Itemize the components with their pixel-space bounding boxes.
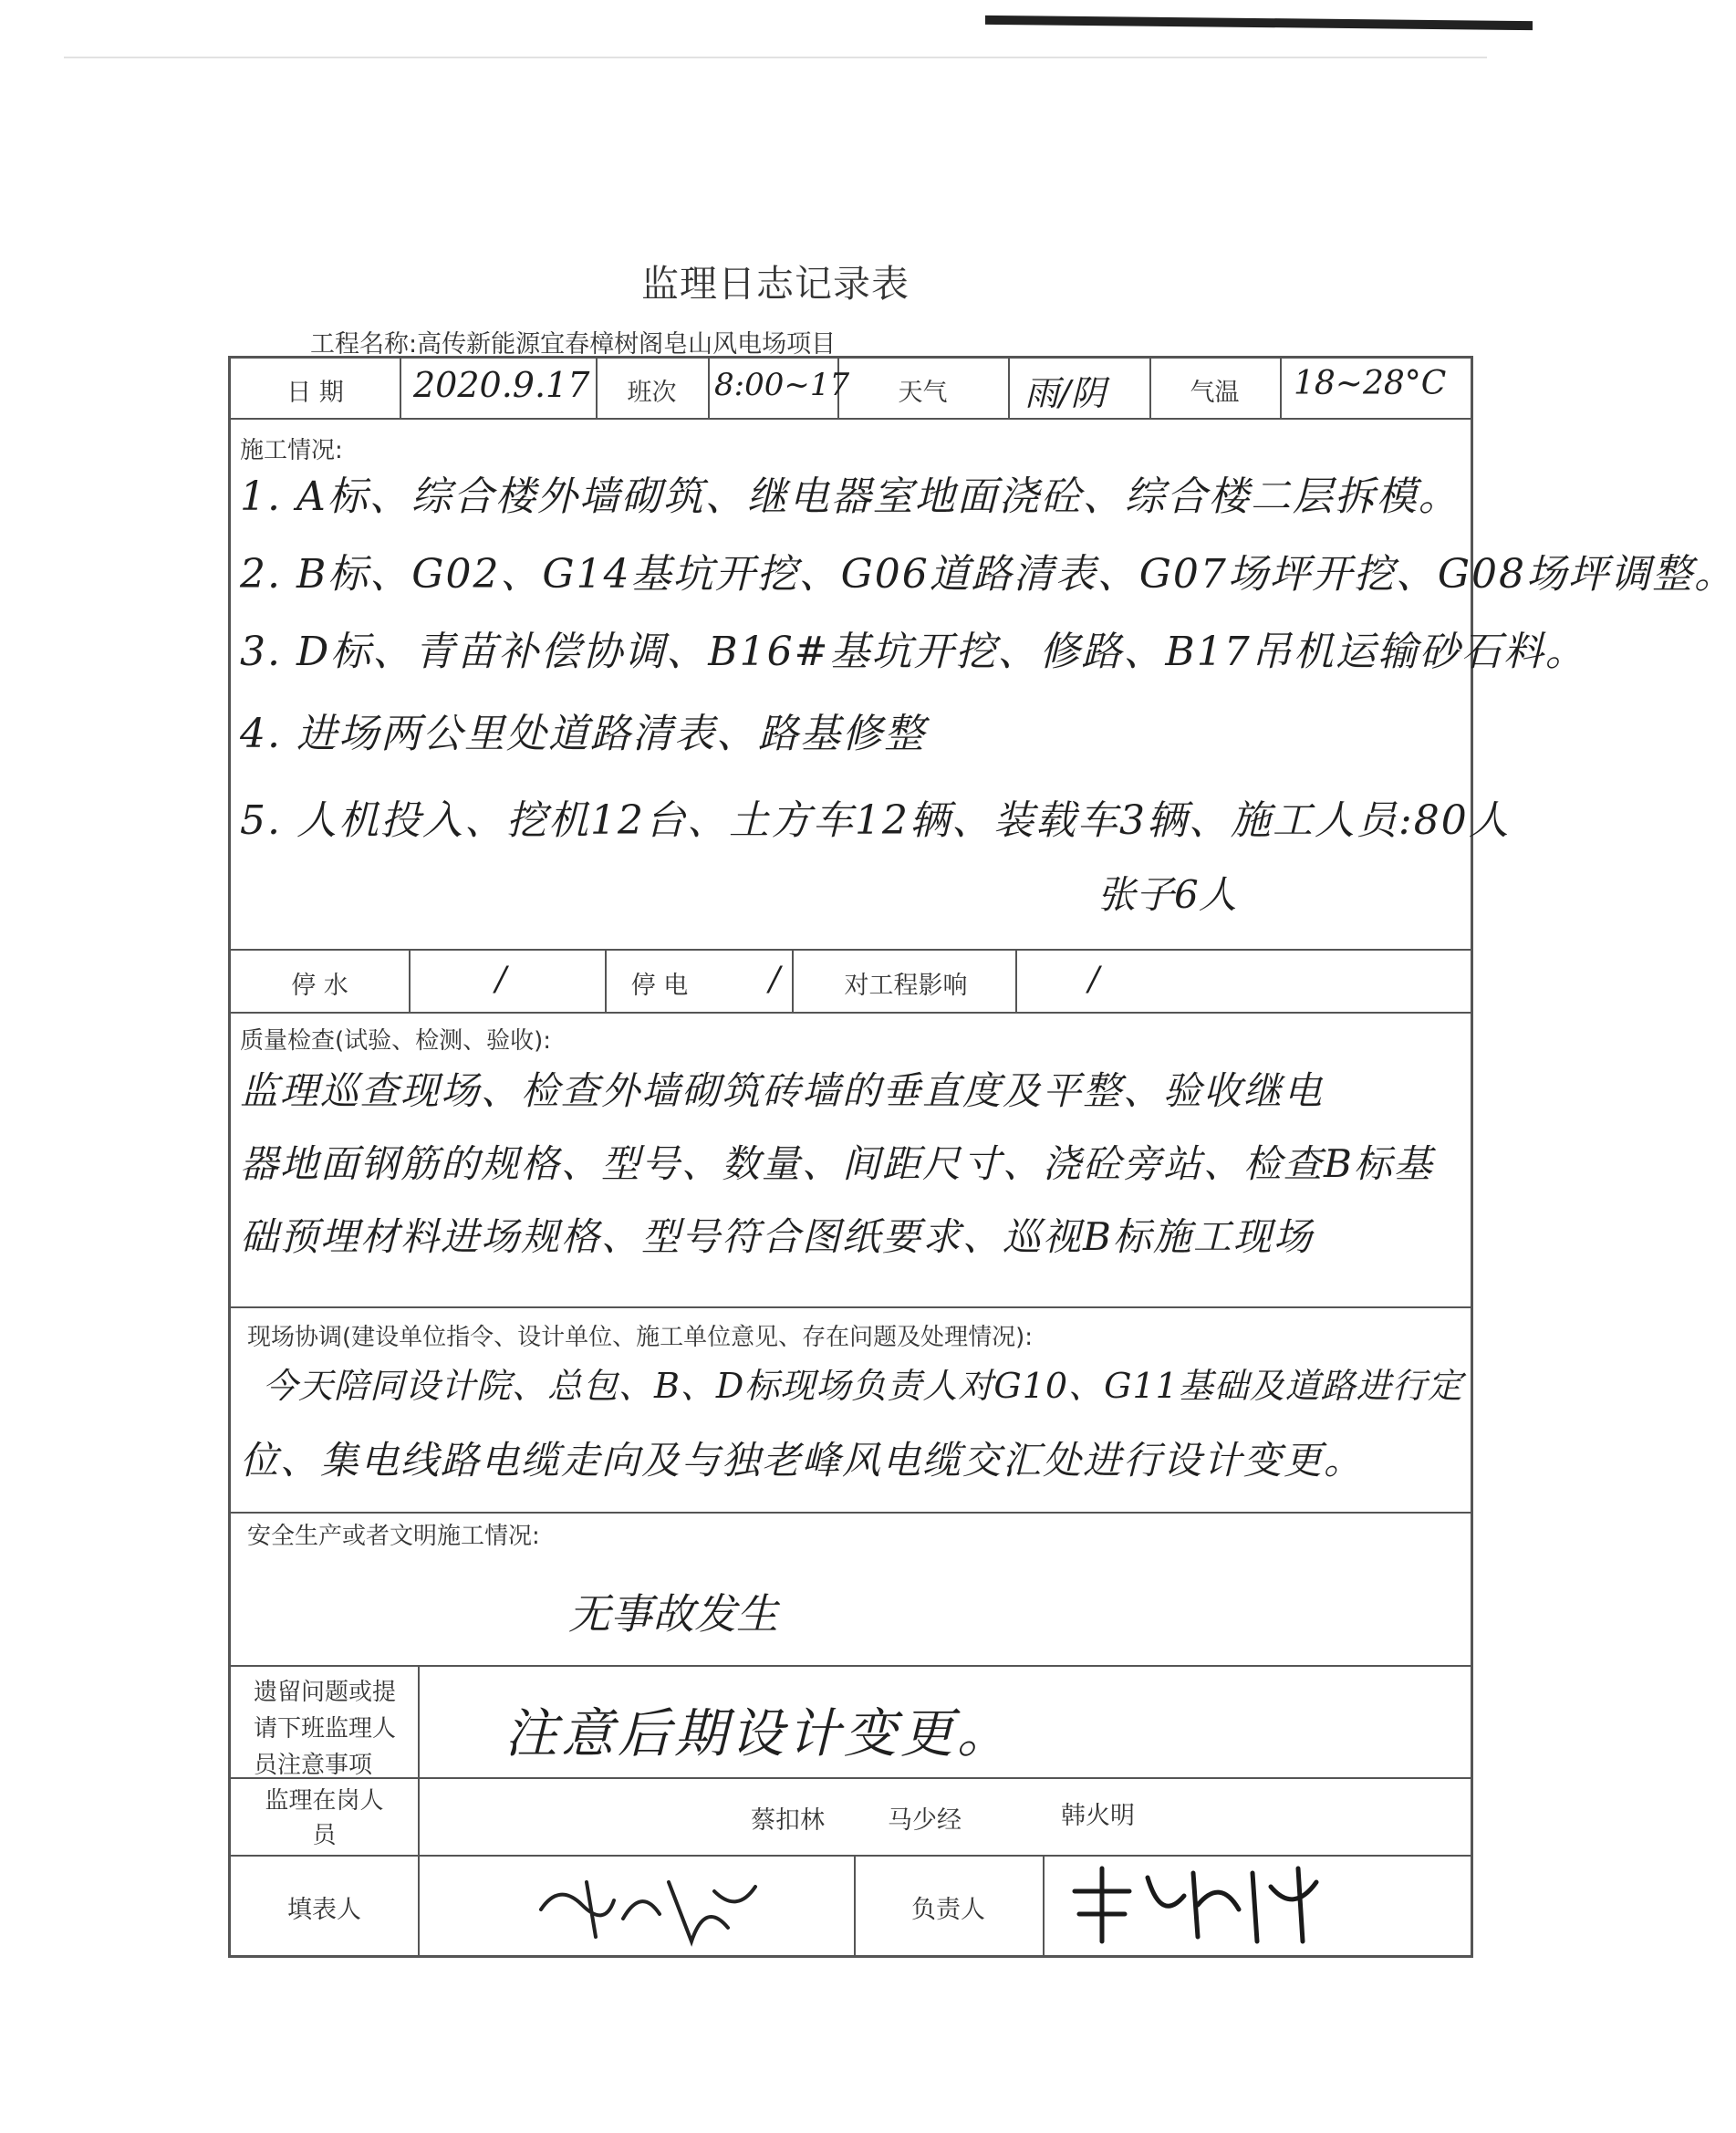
filler-signature-image (532, 1864, 769, 1951)
coordination-line: 今天陪同设计院、总包、B、D标现场负责人对G10、G11基础及道路进行定 (263, 1366, 1463, 1406)
construction-line: 5. 人机投入、挖机12台、土方车12辆、装载车3辆、施工人员:80人 (240, 797, 1511, 844)
scan-edge-line (64, 57, 1487, 58)
pending-label-line: 遗留问题或提 (254, 1679, 397, 1706)
water-value: / (495, 961, 507, 998)
pending-value: 注意后期设计变更。 (504, 1702, 1014, 1764)
construction-line: 2. B标、G02、G14基坑开挖、G06道路清表、G07场坪开挖、G08场坪调整。 (240, 551, 1736, 598)
weather-label: 天气 (898, 379, 948, 407)
construction-signer: 张子6人 (1097, 872, 1237, 917)
construction-line: 1. A标、综合楼外墙砌筑、继电器室地面浇砼、综合楼二层拆模。 (240, 473, 1461, 520)
staff-label (231, 1784, 418, 1853)
lead-signature-image (1061, 1859, 1335, 1951)
row-divider (231, 418, 1471, 420)
row-divider (231, 1306, 1471, 1308)
construction-line: 4. 进场两公里处道路清表、路基修整 (240, 711, 926, 757)
col-divider (400, 359, 401, 418)
row-divider (231, 1012, 1471, 1014)
row-divider (231, 1777, 1471, 1779)
temp-value: 18~28°C (1294, 365, 1447, 402)
weather-value: 雨/阴 (1024, 373, 1106, 413)
lead-label: 负责人 (911, 1896, 985, 1924)
col-divider (1043, 1855, 1045, 1958)
staff-label-line: 监理在岗人 (265, 1787, 384, 1815)
safety-label: 安全生产或者文明施工情况: (247, 1523, 540, 1550)
power-label: 停 电 (630, 972, 689, 1000)
row-divider (231, 1855, 1471, 1857)
shift-value: 8:00~17 (714, 367, 850, 403)
staff-name: 韩火明 (1061, 1802, 1135, 1830)
col-divider (418, 1665, 420, 1958)
filler-label: 填表人 (287, 1896, 361, 1924)
col-divider (409, 949, 411, 1012)
water-label: 停 水 (291, 972, 348, 1000)
project-label: 工程名称: (310, 330, 418, 359)
quality-line: 器地面钢筋的规格、型号、数量、间距尺寸、浇砼旁站、检查B标基 (240, 1141, 1434, 1186)
col-divider (792, 949, 794, 1012)
construction-line: 3. D标、青苗补偿协调、B16#基坑开挖、修路、B17吊机运输砂石料。 (240, 629, 1587, 675)
col-divider (1015, 949, 1017, 1012)
project-line (310, 324, 836, 359)
staff-name: 蔡扣林 (751, 1806, 825, 1835)
col-divider (708, 359, 710, 418)
row-divider (231, 1512, 1471, 1514)
construction-label: 施工情况: (240, 437, 343, 464)
pending-label-line: 请下班监理人 (254, 1715, 397, 1743)
col-divider (1280, 359, 1282, 418)
pending-label-line: 员注意事项 (254, 1752, 373, 1779)
quality-line: 监理巡查现场、检查外墙砌筑砖墙的垂直度及平整、验收继电 (240, 1068, 1325, 1113)
form-title: 监理日志记录表 (641, 262, 910, 306)
power-value: / (769, 961, 781, 998)
quality-line: 础预埋材料进场规格、型号符合图纸要求、巡视B标施工现场 (240, 1214, 1314, 1259)
row-divider (231, 1665, 1471, 1667)
impact-value: / (1088, 961, 1100, 998)
scan-edge-shadow (985, 16, 1533, 30)
col-divider (1008, 359, 1010, 418)
quality-label: 质量检查(试验、检测、验收): (240, 1027, 552, 1055)
coordination-line: 位、集电线路电缆走向及与独老峰风电缆交汇处进行设计变更。 (240, 1438, 1365, 1483)
staff-name: 马少经 (888, 1806, 962, 1835)
date-label: 日 期 (286, 379, 344, 407)
temp-label: 气温 (1190, 379, 1240, 407)
project-name: 高传新能源宜春樟树阁皂山风电场项目 (417, 330, 837, 359)
impact-label: 对工程影响 (844, 972, 968, 1000)
shift-label: 班次 (627, 379, 677, 407)
safety-value: 无事故发生 (568, 1589, 778, 1639)
date-value: 2020.9.17 (413, 365, 590, 405)
log-table (228, 356, 1736, 1958)
staff-label-line: 员 (312, 1822, 337, 1849)
pending-label (254, 1674, 396, 1784)
coordination-label: 现场协调(建设单位指令、设计单位、施工单位意见、存在问题及处理情况): (247, 1324, 1034, 1351)
row-divider (231, 949, 1471, 951)
